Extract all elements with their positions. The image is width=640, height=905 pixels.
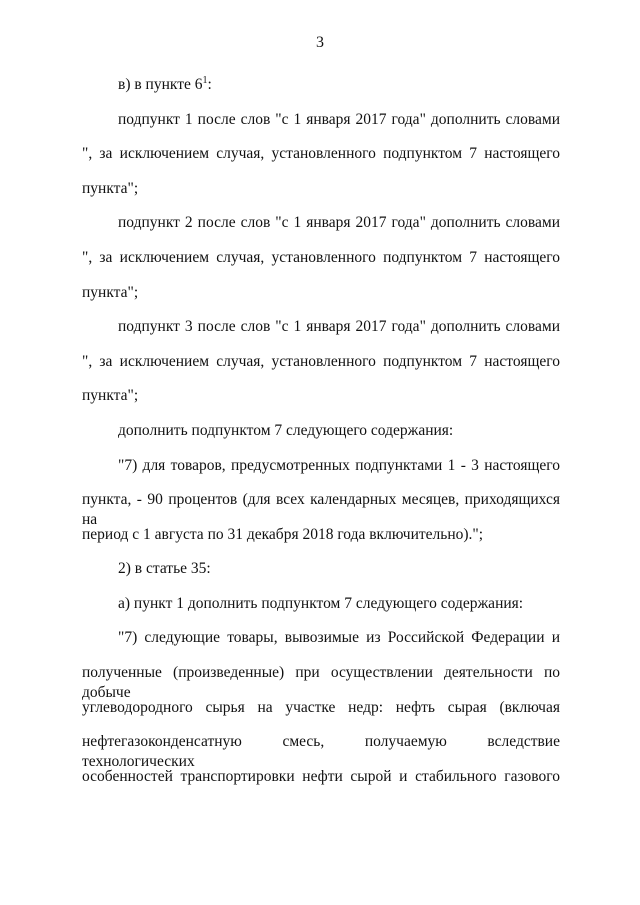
text-line: ", за исключением случая, установленного подпунктом 7 настоящего <box>82 145 560 162</box>
text-line: полученные (произведенные) при осуществлении деятельности по добыче <box>82 664 560 701</box>
text-line: углеводородного сырья на участке недр: нефть сырая (включая <box>82 699 560 716</box>
text-line: пункта"; <box>82 180 139 197</box>
text-line: ", за исключением случая, установленного подпунктом 7 настоящего <box>82 249 560 266</box>
page-number: 3 <box>316 34 324 51</box>
text-line: а) пункт 1 дополнить подпунктом 7 следующего содержания: <box>118 595 524 612</box>
text-line: пункта"; <box>82 387 139 404</box>
paragraph-v-point-6-1 <box>118 75 560 95</box>
text-line: ", за исключением случая, установленного подпунктом 7 настоящего <box>82 353 560 370</box>
text-line: подпункт 1 после слов "с 1 января 2017 года" дополнить словами <box>118 111 560 128</box>
text-line: подпункт 3 после слов "с 1 января 2017 года" дополнить словами <box>118 318 560 335</box>
text-line: "7) следующие товары, вывозимые из Российской Федерации и <box>118 629 560 646</box>
text-line: 2) в статье 35: <box>118 560 211 577</box>
text-line: нефтегазоконденсатную смесь, получаемую вследствие технологических <box>82 733 560 770</box>
text-line: особенностей транспортировки нефти сырой и стабильного газового <box>82 768 560 785</box>
text-line: "7) для товаров, предусмотренных подпунктами 1 - 3 настоящего <box>118 457 560 474</box>
text-line: пункта"; <box>82 284 139 301</box>
text-line: дополнить подпунктом 7 следующего содержания: <box>118 422 454 439</box>
text-span: в) в пункте 6 <box>118 76 203 93</box>
superscript: 1 <box>202 75 208 86</box>
text-line: пункта, - 90 процентов (для всех календарных месяцев, приходящихся на <box>82 491 560 528</box>
text-span: : <box>207 76 212 93</box>
text-line: период с 1 августа по 31 декабря 2018 года включительно)."; <box>82 526 484 543</box>
text-line: подпункт 2 после слов "с 1 января 2017 года" дополнить словами <box>118 214 560 231</box>
